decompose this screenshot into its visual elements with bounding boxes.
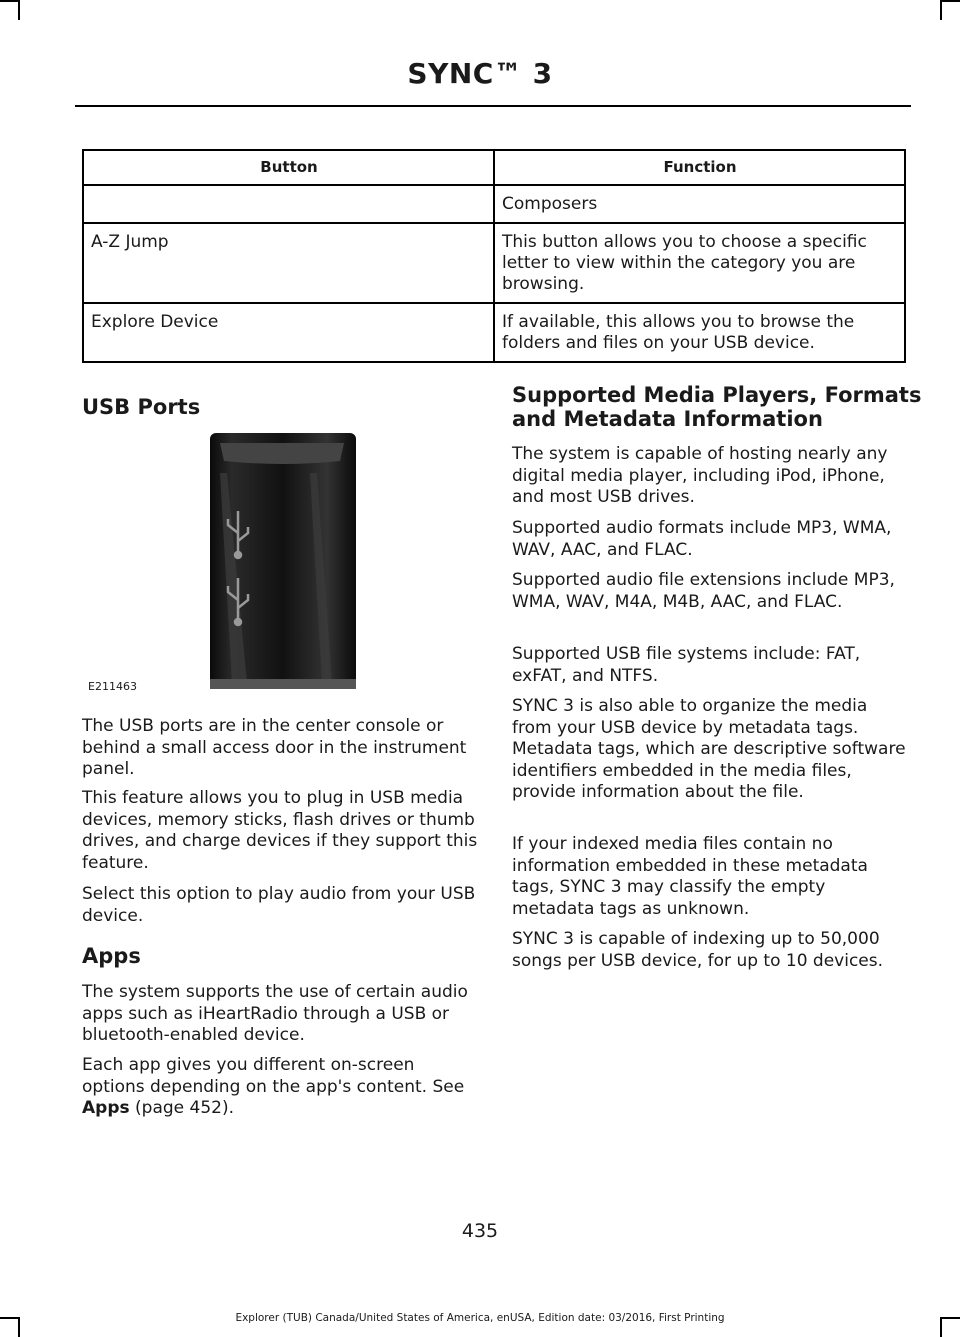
function-cell: This button allows you to choose a specific letter to view within the category you are browsing. bbox=[494, 223, 905, 303]
media-paragraph: SYNC 3 is also able to organize the media from your USB device by metadata tags. Metadata tags, which are descriptive software identifiers embedded in the media files, provide information about the file. bbox=[512, 696, 906, 802]
usb-paragraph-select: Select this option to play audio from your USB device. bbox=[82, 884, 476, 926]
apps-page-ref: (page 452). bbox=[129, 1098, 235, 1118]
apps-paragraph-options bbox=[82, 1055, 478, 1120]
media-heading: Supported Media Players, Formats and Metadata Information bbox=[512, 383, 922, 431]
usb-paragraph-feature: This feature allows you to plug in USB media devices, memory sticks, flash drives or thumb drives, and charge devices if they support this feature. bbox=[82, 788, 478, 873]
apps-paragraph-support: The system supports the use of certain audio apps such as iHeartRadio through a USB or bluetooth-enabled device. bbox=[82, 982, 468, 1045]
button-function-table bbox=[82, 149, 906, 363]
crop-mark bbox=[0, 0, 20, 2]
table-row bbox=[83, 185, 905, 223]
table-header-row bbox=[83, 150, 905, 185]
media-paragraph: Supported USB file systems include: FAT, exFAT, and NTFS. bbox=[512, 644, 861, 686]
media-paragraph: The system is capable of hosting nearly any digital media player, including iPod, iPhone, and most USB drives. bbox=[512, 444, 888, 507]
button-cell: Explore Device bbox=[83, 303, 494, 362]
apps-heading: Apps bbox=[82, 944, 141, 968]
figure-code: E211463 bbox=[88, 680, 137, 693]
media-paragraph: SYNC 3 is capable of indexing up to 50,000 songs per USB device, for up to 10 devices. bbox=[512, 929, 884, 971]
function-cell: If available, this allows you to browse the folders and files on your USB device. bbox=[494, 303, 905, 362]
column-header-function: Function bbox=[494, 150, 905, 185]
media-paragraph: If your indexed media files contain no information embedded in these metadata tags, SYNC 3 may classify the empty metadata tags as unknown. bbox=[512, 834, 868, 919]
apps-options-text: Each app gives you different on-screen options depending on the app's content. See bbox=[82, 1055, 465, 1097]
crop-mark bbox=[940, 0, 942, 20]
table-row bbox=[83, 303, 905, 362]
page-title: SYNC™ 3 bbox=[407, 57, 553, 90]
button-cell bbox=[83, 185, 494, 223]
usb-ports-figure bbox=[82, 433, 382, 695]
media-paragraph: Supported audio formats include MP3, WMA, WAV, AAC, and FLAC. bbox=[512, 518, 892, 560]
page-number: 435 bbox=[461, 1220, 499, 1242]
usb-ports-heading: USB Ports bbox=[82, 395, 201, 419]
edition-info: Explorer (TUB) Canada/United States of America, enUSA, Edition date: 03/2016, First Printing bbox=[235, 1312, 725, 1324]
title-divider bbox=[75, 105, 911, 107]
column-header-button: Button bbox=[83, 150, 494, 185]
usb-hub-illustration bbox=[82, 433, 382, 695]
button-cell: A-Z Jump bbox=[83, 223, 494, 303]
crop-mark bbox=[940, 0, 960, 2]
table-row bbox=[83, 223, 905, 303]
crop-mark bbox=[18, 0, 20, 20]
usb-paragraph-location: The USB ports are in the center console or behind a small access door in the instrument panel. bbox=[82, 716, 467, 779]
function-cell: Composers bbox=[494, 185, 905, 223]
apps-link[interactable]: Apps bbox=[82, 1098, 130, 1118]
media-paragraph: Supported audio file extensions include MP3, WMA, WAV, M4A, M4B, AAC, and FLAC. bbox=[512, 570, 895, 612]
